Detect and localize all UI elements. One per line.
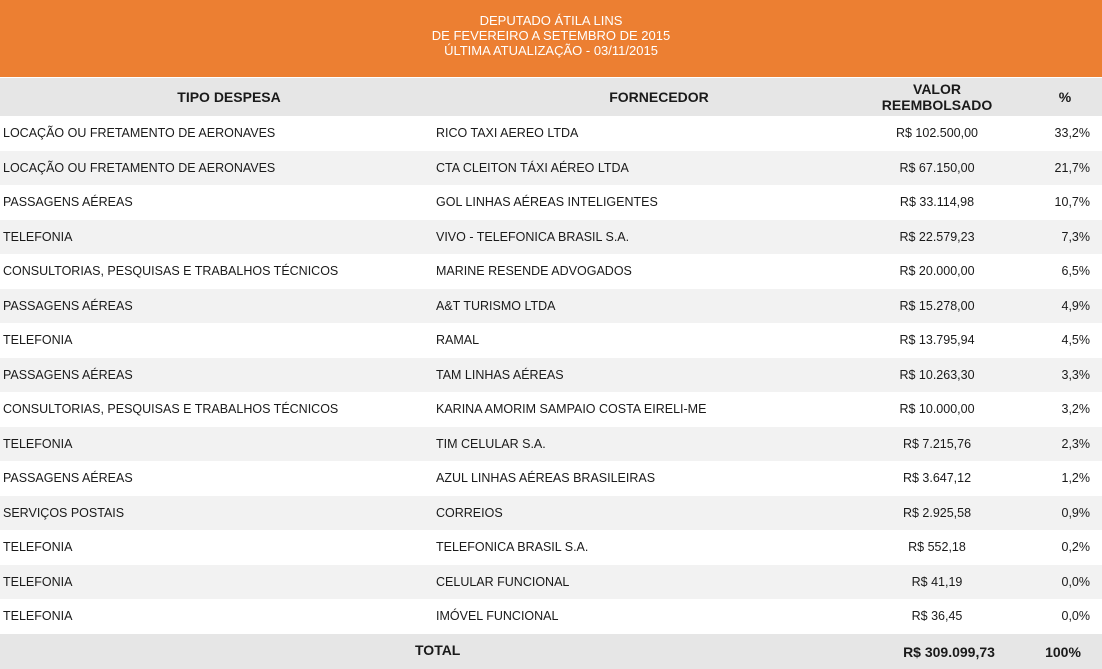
cell-percent: 10,7% [1054, 195, 1090, 210]
cell-valor: R$ 13.795,94 [899, 333, 975, 348]
cell-fornecedor: AZUL LINHAS AÉREAS BRASILEIRAS [436, 471, 656, 486]
cell-tipo-despesa: TELEFONIA [3, 609, 73, 624]
cell-tipo-despesa: CONSULTORIAS, PESQUISAS E TRABALHOS TÉCNICOS [3, 264, 339, 279]
cell-valor: R$ 10.263,30 [899, 367, 975, 382]
cell-fornecedor: CORREIOS [436, 505, 503, 520]
cell-valor: R$ 3.647,12 [902, 471, 972, 486]
column-header-valor-line1: VALOR [913, 81, 961, 97]
table-row [0, 185, 1102, 220]
column-header-tipo-despesa: TIPO DESPESA [177, 89, 281, 105]
cell-tipo-despesa: TELEFONIA [3, 574, 73, 589]
table-row [0, 565, 1102, 600]
cell-fornecedor: IMÓVEL FUNCIONAL [436, 609, 559, 624]
table-row [0, 254, 1102, 289]
cell-percent: 0,2% [1061, 540, 1090, 555]
cell-percent: 4,5% [1061, 333, 1090, 348]
cell-fornecedor: TAM LINHAS AÉREAS [436, 367, 564, 382]
cell-tipo-despesa: CONSULTORIAS, PESQUISAS E TRABALHOS TÉCNICOS [3, 402, 339, 417]
cell-percent: 4,9% [1061, 298, 1090, 313]
cell-percent: 0,9% [1061, 505, 1090, 520]
cell-valor: R$ 7.215,76 [902, 436, 972, 451]
cell-valor: R$ 36,45 [911, 609, 963, 624]
cell-valor: R$ 20.000,00 [899, 264, 975, 279]
cell-fornecedor: CELULAR FUNCIONAL [436, 574, 570, 589]
cell-percent: 6,5% [1061, 264, 1090, 279]
table-header [0, 78, 1102, 116]
total-percent: 100% [1045, 643, 1081, 660]
cell-valor: R$ 552,18 [908, 540, 966, 555]
cell-fornecedor: TIM CELULAR S.A. [436, 436, 546, 451]
total-valor: R$ 309.099,73 [903, 643, 995, 660]
cell-fornecedor: CTA CLEITON TÁXI AÉREO LTDA [436, 160, 629, 175]
cell-tipo-despesa: PASSAGENS AÉREAS [3, 367, 133, 382]
cell-tipo-despesa: PASSAGENS AÉREAS [3, 471, 133, 486]
cell-percent: 3,2% [1061, 402, 1090, 417]
cell-fornecedor: VIVO - TELEFONICA BRASIL S.A. [436, 229, 630, 244]
column-header-valor-line2: REEMBOLSADO [881, 97, 993, 113]
table-row [0, 496, 1102, 531]
cell-valor: R$ 41,19 [911, 574, 963, 589]
table-row [0, 289, 1102, 324]
table-row [0, 358, 1102, 393]
cell-fornecedor: MARINE RESENDE ADVOGADOS [436, 264, 632, 279]
column-header-percent: % [1058, 89, 1072, 105]
column-header-valor-reembolsado [881, 78, 993, 116]
column-header-fornecedor: FORNECEDOR [609, 89, 709, 105]
total-row [0, 634, 1102, 669]
table-row [0, 116, 1102, 151]
expense-table-body [0, 116, 1102, 634]
report-period: DE FEVEREIRO A SETEMBRO DE 2015 [431, 28, 671, 43]
cell-tipo-despesa: SERVIÇOS POSTAIS [3, 505, 125, 520]
cell-fornecedor: GOL LINHAS AÉREAS INTELIGENTES [436, 195, 658, 210]
cell-percent: 3,3% [1061, 367, 1090, 382]
cell-tipo-despesa: TELEFONIA [3, 229, 73, 244]
cell-tipo-despesa: TELEFONIA [3, 540, 73, 555]
cell-tipo-despesa: PASSAGENS AÉREAS [3, 195, 133, 210]
table-row [0, 323, 1102, 358]
cell-tipo-despesa: LOCAÇÃO OU FRETAMENTO DE AERONAVES [3, 160, 276, 175]
cell-percent: 2,3% [1061, 436, 1090, 451]
cell-valor: R$ 22.579,23 [899, 229, 975, 244]
cell-tipo-despesa: TELEFONIA [3, 436, 73, 451]
table-row [0, 151, 1102, 186]
cell-percent: 33,2% [1054, 126, 1090, 141]
cell-tipo-despesa: LOCAÇÃO OU FRETAMENTO DE AERONAVES [3, 126, 276, 141]
cell-tipo-despesa: PASSAGENS AÉREAS [3, 298, 133, 313]
table-row [0, 392, 1102, 427]
cell-fornecedor: TELEFONICA BRASIL S.A. [436, 540, 589, 555]
cell-fornecedor: RICO TAXI AEREO LTDA [436, 126, 579, 141]
table-row [0, 220, 1102, 255]
cell-valor: R$ 10.000,00 [899, 402, 975, 417]
cell-percent: 0,0% [1061, 574, 1090, 589]
cell-fornecedor: KARINA AMORIM SAMPAIO COSTA EIRELI-ME [436, 402, 707, 417]
table-row [0, 461, 1102, 496]
cell-fornecedor: A&T TURISMO LTDA [436, 298, 556, 313]
total-label: TOTAL [415, 642, 461, 658]
cell-valor: R$ 102.500,00 [895, 126, 978, 141]
report-title: DEPUTADO ÁTILA LINS [479, 13, 623, 28]
cell-fornecedor: RAMAL [436, 333, 480, 348]
table-row [0, 530, 1102, 565]
cell-valor: R$ 2.925,58 [902, 505, 972, 520]
cell-tipo-despesa: TELEFONIA [3, 333, 73, 348]
cell-percent: 21,7% [1054, 160, 1090, 175]
cell-valor: R$ 33.114,98 [899, 195, 975, 210]
cell-percent: 0,0% [1061, 609, 1090, 624]
table-row [0, 427, 1102, 462]
report-last-update: ÚLTIMA ATUALIZAÇÃO - 03/11/2015 [444, 43, 658, 58]
cell-percent: 7,3% [1061, 229, 1090, 244]
cell-percent: 1,2% [1061, 471, 1090, 486]
cell-valor: R$ 15.278,00 [899, 298, 975, 313]
cell-valor: R$ 67.150,00 [899, 160, 975, 175]
report-title-banner [0, 0, 1102, 77]
table-row [0, 599, 1102, 634]
